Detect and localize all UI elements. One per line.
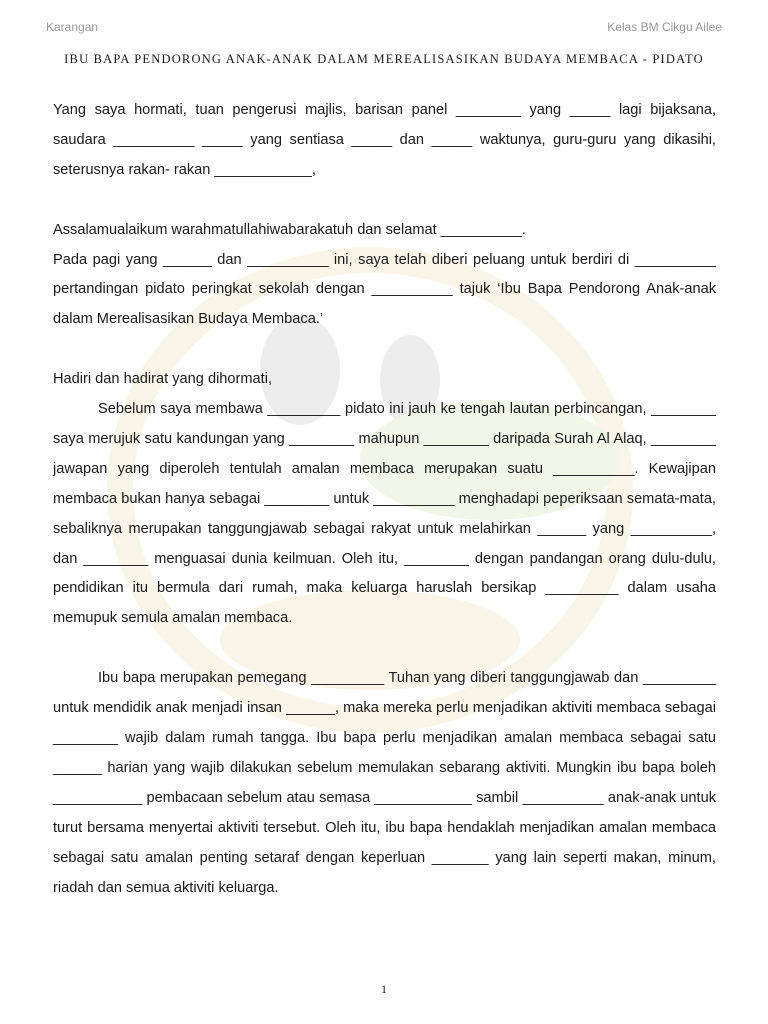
page-number: 1 [381,982,387,996]
paragraph-body-1: Sebelum saya membawa _________ pidato ini jauh ke tengah lautan perbincangan, ________ saya merujuk satu kandungan yang ________ mahupun ________ daripada Surah Al Alaq, ________ jawapan yang diperoleh tentulah amalan membaca merupakan suatu __________. Kewajipan membaca bukan hanya sebagai ________ untuk __________ menghadapi peperiksaan semata-mata, sebaliknya merupakan tanggungjawab sebagai rakyat untuk melahirkan ______ yang __________, dan ________ menguasai dunia keilmuan. Oleh itu, ________ dengan pandangan orang dulu-dulu, pendidikan itu bermula dari rumah, maka keluarga haruslah bersikap _________ dalam usaha memupuk semula amalan membaca. [53,401,716,627]
paragraph-salutation: Yang saya hormati, tuan pengerusi majlis, barisan panel ________ yang _____ lagi bijaksana, saudara __________ _____ yang sentiasa _____ dan _____ waktunya, guru-guru yang dikasihi, seterusnya rakan- rakan ____________, [53,102,716,178]
header-left-label: Karangan [46,20,99,34]
paragraph-introduction: Pada pagi yang ______ dan __________ ini, saya telah diberi peluang untuk berdiri di __________ pertandingan pidato peringkat sekolah dengan __________ tajuk ‘Ibu Bapa Pendorong Anak-anak dalam Merealisasikan Budaya Membaca.’ [53,251,716,328]
paragraph-body-2: Ibu bapa merupakan pemegang _________ Tuhan yang diberi tanggungjawab dan _________ untuk mendidik anak menjadi insan ______, maka mereka perlu menjadikan aktiviti membaca sebagai ________ wajib dalam rumah tangga. Ibu bapa perlu menjadikan amalan membaca sebagai satu ______ harian yang wajib dilakukan sebelum memulakan sebarang aktiviti. Mungkin ibu bapa boleh ___________ pembacaan sebelum atau semasa ____________ sambil __________ anak-anak untuk turut bersama menyertai aktiviti tersebut. Oleh itu, ibu bapa hendaklah menjadikan amalan membaca sebagai satu amalan penting setaraf dengan keperluan _______ yang lain seperti makan, minum, riadah dan semua aktiviti keluarga. [53,670,716,896]
paragraph-address: Hadiri dan hadirat yang dihormati, [53,371,273,388]
header-right-label: Kelas BM Cikgu Ailee [607,20,722,34]
speech-body [53,96,716,903]
paragraph-greeting: Assalamualaikum warahmatullahiwabarakatuh dan selamat __________. [53,221,526,238]
document-title: IBU BAPA PENDORONG ANAK-ANAK DALAM MEREALISASIKAN BUDAYA MEMBACA - PIDATO [64,52,704,66]
